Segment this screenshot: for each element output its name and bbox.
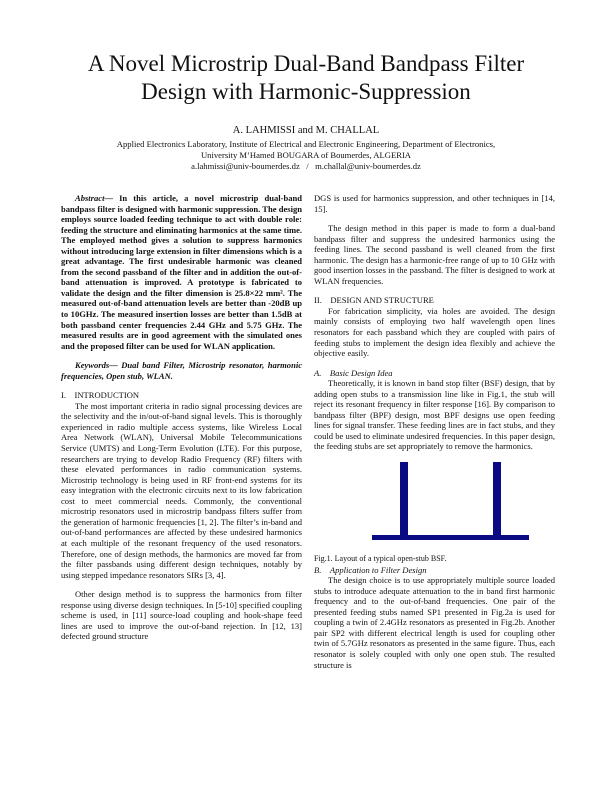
title-line-2: Design with Harmonic-Suppression — [141, 79, 471, 104]
design-paragraph-1: For fabrication simplicity, via holes are avoided. The design mainly consists of employing two half wavelength open lines resonators for each passband which they are coupled with pairs of feeding stubs to implement the design idea flexibly and achieve the objective easily. — [314, 305, 555, 359]
title-line-1: A Novel Microstrip Dual-Band Bandpass Filter — [87, 51, 525, 76]
right-paragraph-1: DGS is used for harmonics suppression, and other techniques in [14, 15]. — [314, 193, 555, 214]
affiliation-line-1: Applied Electronics Laboratory, Institute of Electrical and Electronic Engineering, Department of Electronics, — [116, 139, 496, 149]
stub-right — [493, 462, 501, 535]
email-2: m.challal@univ-boumerdes.dz — [315, 160, 421, 171]
design-heading: II. DESIGN AND STRUCTURE — [314, 295, 434, 306]
email-line — [0, 161, 612, 172]
affiliation-block — [0, 139, 612, 171]
right-paragraph-2: The design method in this paper is made to form a dual-band bandpass filter and suppress the undesired harmonics using the feeding lines. The second passband is well cleaned from the first harmonic. The design has a harmonic-free range of up to 10 GHz with good insertion losses in the passband. The filter is designed to work at WLAN frequencies. — [314, 223, 555, 286]
author-names: A. LAHMISSI and M. CHALLAL — [232, 125, 380, 136]
keywords — [61, 360, 302, 381]
intro-paragraph-1: The most important criteria in radio signal processing devices are the selectivity and the in/out-of-band signal levels. This is thoroughly experienced in radio multiple access systems, like Wireless Local Area Network (WLAN), Universal Mobile Telecommunications Service (UMTS) and Long-Term Evolution (LTE). For this purpose, researchers are trying to develop Radio Frequency (RF) filters with these elevated performances in radio communication systems. Microstrip technology is being used in RF front-end systems for its easy integration with the electronic circuits next to its low fabrication cost to meet commercial needs. Commonly, the conventional microstrip resonators used in microstrip bandpass filters suffer from the generation of harmonic frequencies [1, 2]. The filter’s in-band and out-of-band performances are affected by these undesired harmonics at each multiple of the resonant frequency of the used resonators. Therefore, one of design methods, the harmonics are moved far from the filter passbands using different design techniques, notably by using stepped impedance resonators SIRs [3, 4]. — [61, 400, 302, 580]
subsection-a-paragraph: Theoretically, it is known in band stop filter (BSF) design, that by adding open stubs to a transmission line like in Fig.1, the stub will reject its resonant frequency in filter response [16]. By comparison to bandpass filter (BPF) design, most BPF designs use open feeding lines for signal transfer. These feeding lines are in fact stubs, and they could be used to eliminate undesired frequencies. In this paper design, the feeding stubs are set appropriately to remove the harmonics. — [314, 378, 555, 452]
figure-1-caption: Fig.1. Layout of a typical open-stub BSF. — [314, 554, 447, 564]
intro-heading: I. INTRODUCTION — [61, 390, 140, 401]
email-separator: / — [306, 160, 309, 171]
keywords-label: Keywords— — [75, 360, 118, 371]
abstract — [61, 193, 302, 351]
subsection-b-paragraph: The design choice is to use appropriately multiple source loaded stubs to introduce adequate attenuation to the in band first harmonic frequency and to the out-of-band frequencies. One pair of the presented feeding stubs named SP1 presented in Fig.2a is used for coupling a twin of 2.4GHz resonators as presented in Fig.2b. Another pair SP2 with different electrical length is used for coupling other twin of 5.7GHz resonators as presented in the same figure. Thus, each resonator is solely coupled with only one open stub. The resulted structure is — [314, 575, 555, 670]
subsection-b-heading: B. Application to Filter Design — [314, 564, 427, 575]
affiliation-line-2: University M’Hamed BOUGARA of Boumerdes, ALGERIA — [200, 149, 412, 160]
stub-left — [400, 462, 408, 535]
abstract-text: In this article, a novel microstrip dual-band bandpass filter is designed with harmonic suppression. The design employs source loaded feeding technique to act with double role: feeding the structure and eliminating harmonics at the same time. The employed method gives a solution to suppress harmonics without introducing large extension in filter dimensions which is a great advantage. The first undesirable harmonic was cleaned from the second passband of the filter and in addition the out-of-band attenuation is improved. A prototype is fabricated to validate the design and the filter dimension is 25.8×22 mm². The measured out-of-band attenuation levels are better than -20dB up to 10GHz. The measured insertion losses are better than 1.5dB at both passband center frequencies 2.44 GHz and 5.75 GHz. The measured results are in good agreement with the simulated ones and the proposed filter can be used for WLAN application. — [61, 193, 302, 351]
open-stub-bsf-layout — [314, 452, 555, 554]
keywords-text: Dual band Filter, Microstrip resonator, harmonic frequencies, Open stub, WLAN. — [61, 360, 302, 381]
subsection-a-heading: A. Basic Design Idea — [314, 367, 393, 378]
transmission-line — [372, 535, 529, 540]
figure-1 — [314, 452, 555, 554]
right-column — [314, 193, 555, 670]
abstract-label: Abstract— — [75, 193, 113, 203]
paper-title — [0, 50, 612, 106]
intro-paragraph-2: Other design method is to suppress the harmonics from filter response using diverse design techniques. In [5-10] specified coupling scheme is used, in [11] source-load coupling and hook-shape feed lines are used to improve the out-of-band rejection. In [12, 13] defected ground structure — [61, 589, 302, 642]
left-column — [61, 193, 302, 642]
email-1: a.lahmissi@univ-boumerdes.dz — [191, 160, 300, 171]
